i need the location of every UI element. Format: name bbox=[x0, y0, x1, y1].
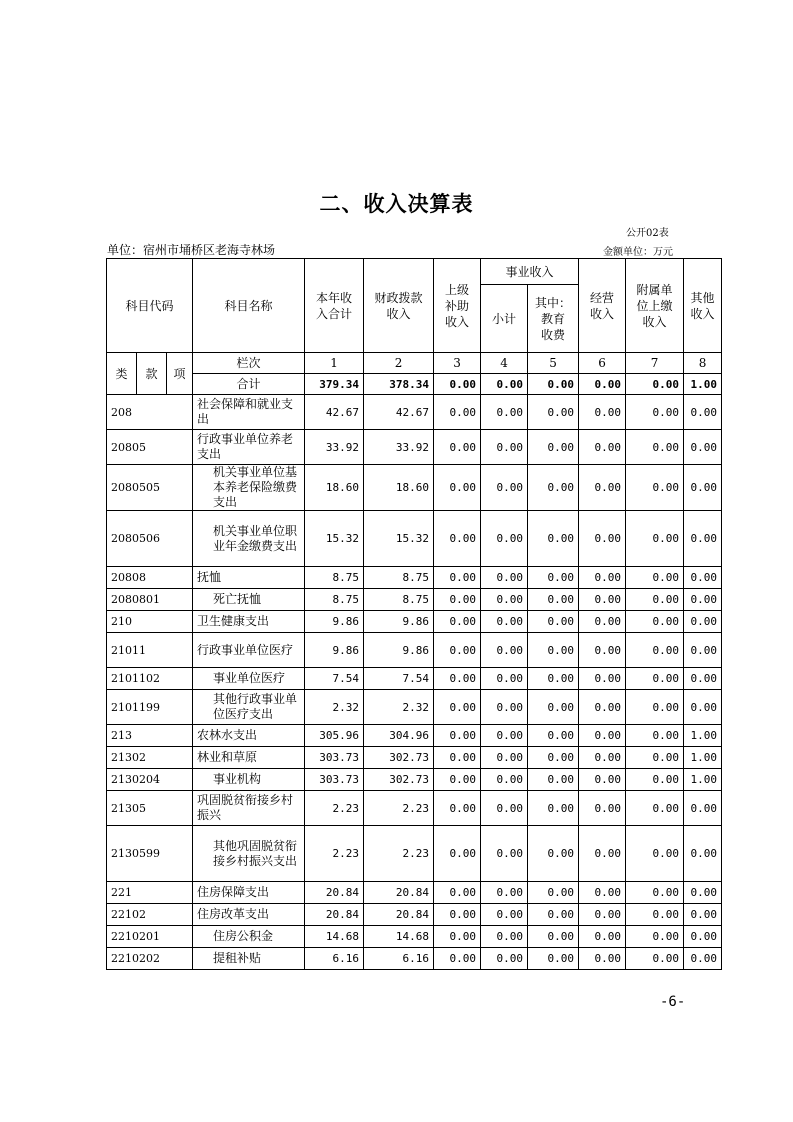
row-value: 33.92 bbox=[305, 430, 364, 465]
row-value: 9.86 bbox=[305, 611, 364, 633]
row-value: 0.00 bbox=[528, 567, 579, 589]
table-row bbox=[107, 769, 722, 791]
row-value: 0.00 bbox=[528, 725, 579, 747]
table-row bbox=[107, 465, 722, 511]
row-value: 20.84 bbox=[364, 882, 434, 904]
row-value: 18.60 bbox=[364, 465, 434, 511]
row-value: 0.00 bbox=[684, 926, 722, 948]
row-value: 0.00 bbox=[528, 430, 579, 465]
row-value: 6.16 bbox=[305, 948, 364, 970]
row-name: 卫生健康支出 bbox=[193, 611, 305, 633]
row-value: 0.00 bbox=[434, 430, 481, 465]
row-value: 0.00 bbox=[684, 948, 722, 970]
header-lanci: 栏次 bbox=[193, 353, 305, 374]
row-name: 住房改革支出 bbox=[193, 904, 305, 926]
row-code: 2080801 bbox=[107, 589, 193, 611]
row-value: 0.00 bbox=[626, 567, 684, 589]
row-value: 0.00 bbox=[434, 882, 481, 904]
row-value: 0.00 bbox=[579, 747, 626, 769]
row-value: 305.96 bbox=[305, 725, 364, 747]
row-name: 农林水支出 bbox=[193, 725, 305, 747]
row-value: 0.00 bbox=[434, 611, 481, 633]
row-value: 0.00 bbox=[434, 747, 481, 769]
header-lei: 类 bbox=[107, 353, 137, 395]
row-value: 0.00 bbox=[684, 633, 722, 668]
row-value: 0.00 bbox=[434, 690, 481, 725]
header-business-group: 事业收入 bbox=[481, 259, 579, 285]
total-value: 0.00 bbox=[528, 374, 579, 395]
col-num: 7 bbox=[626, 353, 684, 374]
row-value: 0.00 bbox=[579, 465, 626, 511]
table-row bbox=[107, 589, 722, 611]
row-value: 2.23 bbox=[364, 791, 434, 826]
row-value: 8.75 bbox=[364, 567, 434, 589]
row-value: 0.00 bbox=[579, 725, 626, 747]
row-value: 0.00 bbox=[626, 725, 684, 747]
row-value: 0.00 bbox=[481, 791, 528, 826]
table-row bbox=[107, 725, 722, 747]
row-value: 0.00 bbox=[626, 430, 684, 465]
row-value: 0.00 bbox=[626, 690, 684, 725]
document-title: 二、收入决算表 bbox=[319, 192, 474, 216]
row-value: 0.00 bbox=[528, 633, 579, 668]
row-value: 0.00 bbox=[481, 948, 528, 970]
row-value: 0.00 bbox=[626, 511, 684, 567]
row-value: 0.00 bbox=[626, 633, 684, 668]
row-value: 0.00 bbox=[626, 465, 684, 511]
row-value: 0.00 bbox=[528, 668, 579, 690]
row-code: 2101102 bbox=[107, 668, 193, 690]
row-value: 2.23 bbox=[305, 791, 364, 826]
row-value: 0.00 bbox=[481, 725, 528, 747]
row-value: 0.00 bbox=[528, 511, 579, 567]
row-value: 20.84 bbox=[305, 882, 364, 904]
row-value: 0.00 bbox=[684, 791, 722, 826]
row-code: 221 bbox=[107, 882, 193, 904]
row-value: 0.00 bbox=[434, 948, 481, 970]
row-code: 2210202 bbox=[107, 948, 193, 970]
row-value: 0.00 bbox=[434, 395, 481, 430]
row-code: 210 bbox=[107, 611, 193, 633]
row-value: 0.00 bbox=[481, 926, 528, 948]
row-value: 0.00 bbox=[481, 611, 528, 633]
row-value: 0.00 bbox=[684, 430, 722, 465]
row-value: 0.00 bbox=[528, 882, 579, 904]
row-value: 0.00 bbox=[528, 769, 579, 791]
col-num: 6 bbox=[579, 353, 626, 374]
row-name: 住房保障支出 bbox=[193, 882, 305, 904]
row-code: 2080506 bbox=[107, 511, 193, 567]
total-value: 378.34 bbox=[364, 374, 434, 395]
total-label: 合计 bbox=[193, 374, 305, 395]
table-row bbox=[107, 511, 722, 567]
row-value: 0.00 bbox=[579, 668, 626, 690]
col-num: 3 bbox=[434, 353, 481, 374]
row-value: 0.00 bbox=[528, 904, 579, 926]
table-row bbox=[107, 904, 722, 926]
money-unit-label: 金额单位：万元 bbox=[603, 247, 673, 258]
table-row bbox=[107, 690, 722, 725]
row-value: 0.00 bbox=[434, 465, 481, 511]
table-row bbox=[107, 948, 722, 970]
row-value: 0.00 bbox=[684, 395, 722, 430]
row-value: 0.00 bbox=[579, 791, 626, 826]
row-value: 6.16 bbox=[364, 948, 434, 970]
row-code: 21305 bbox=[107, 791, 193, 826]
row-code: 22102 bbox=[107, 904, 193, 926]
row-value: 0.00 bbox=[434, 511, 481, 567]
row-value: 9.86 bbox=[305, 633, 364, 668]
row-code: 208 bbox=[107, 395, 193, 430]
row-value: 1.00 bbox=[684, 725, 722, 747]
row-name: 机关事业单位职业年金缴费支出 bbox=[193, 511, 305, 567]
row-value: 0.00 bbox=[481, 430, 528, 465]
row-value: 15.32 bbox=[305, 511, 364, 567]
row-code: 2101199 bbox=[107, 690, 193, 725]
row-value: 1.00 bbox=[684, 769, 722, 791]
row-value: 0.00 bbox=[528, 747, 579, 769]
row-value: 7.54 bbox=[364, 668, 434, 690]
row-value: 0.00 bbox=[579, 826, 626, 882]
table-row bbox=[107, 926, 722, 948]
total-value: 0.00 bbox=[579, 374, 626, 395]
row-value: 303.73 bbox=[305, 747, 364, 769]
row-value: 0.00 bbox=[434, 791, 481, 826]
row-value: 8.75 bbox=[305, 567, 364, 589]
row-value: 0.00 bbox=[481, 690, 528, 725]
row-value: 0.00 bbox=[481, 668, 528, 690]
row-value: 8.75 bbox=[305, 589, 364, 611]
row-value: 0.00 bbox=[528, 611, 579, 633]
row-value: 15.32 bbox=[364, 511, 434, 567]
row-value: 0.00 bbox=[481, 589, 528, 611]
total-value: 1.00 bbox=[684, 374, 722, 395]
row-value: 0.00 bbox=[684, 589, 722, 611]
row-name: 事业机构 bbox=[193, 769, 305, 791]
row-name: 巩固脱贫衔接乡村振兴 bbox=[193, 791, 305, 826]
row-value: 0.00 bbox=[626, 926, 684, 948]
row-value: 304.96 bbox=[364, 725, 434, 747]
row-value: 2.23 bbox=[364, 826, 434, 882]
header-superior: 上级 补助 收入 bbox=[434, 259, 481, 353]
row-value: 0.00 bbox=[434, 904, 481, 926]
row-value: 0.00 bbox=[434, 826, 481, 882]
row-value: 14.68 bbox=[364, 926, 434, 948]
row-code: 20808 bbox=[107, 567, 193, 589]
row-value: 0.00 bbox=[528, 948, 579, 970]
row-value: 0.00 bbox=[434, 567, 481, 589]
row-name: 提租补贴 bbox=[193, 948, 305, 970]
row-value: 2.32 bbox=[364, 690, 434, 725]
row-name: 事业单位医疗 bbox=[193, 668, 305, 690]
row-value: 0.00 bbox=[579, 882, 626, 904]
row-code: 2130204 bbox=[107, 769, 193, 791]
row-value: 0.00 bbox=[481, 395, 528, 430]
col-num: 2 bbox=[364, 353, 434, 374]
row-name: 其他行政事业单位医疗支出 bbox=[193, 690, 305, 725]
total-value: 0.00 bbox=[434, 374, 481, 395]
row-name: 抚恤 bbox=[193, 567, 305, 589]
row-value: 0.00 bbox=[579, 511, 626, 567]
table-row bbox=[107, 567, 722, 589]
row-value: 0.00 bbox=[579, 633, 626, 668]
row-name: 其他巩固脱贫衔接乡村振兴支出 bbox=[193, 826, 305, 882]
row-value: 0.00 bbox=[434, 633, 481, 668]
row-value: 0.00 bbox=[579, 589, 626, 611]
row-value: 0.00 bbox=[481, 747, 528, 769]
row-value: 9.86 bbox=[364, 611, 434, 633]
row-name: 机关事业单位基本养老保险缴费支出 bbox=[193, 465, 305, 511]
row-value: 0.00 bbox=[626, 948, 684, 970]
col-num: 5 bbox=[528, 353, 579, 374]
row-value: 20.84 bbox=[364, 904, 434, 926]
row-value: 0.00 bbox=[626, 791, 684, 826]
row-value: 0.00 bbox=[684, 511, 722, 567]
header-subtotal: 小计 bbox=[481, 285, 528, 353]
table-row bbox=[107, 611, 722, 633]
row-value: 8.75 bbox=[364, 589, 434, 611]
row-value: 0.00 bbox=[579, 904, 626, 926]
row-value: 0.00 bbox=[579, 611, 626, 633]
row-value: 0.00 bbox=[481, 567, 528, 589]
row-value: 0.00 bbox=[528, 926, 579, 948]
header-fiscal: 财政拨款 收入 bbox=[364, 259, 434, 353]
row-value: 14.68 bbox=[305, 926, 364, 948]
row-value: 0.00 bbox=[481, 633, 528, 668]
row-name: 行政事业单位医疗 bbox=[193, 633, 305, 668]
header-xiang: 项 bbox=[167, 353, 193, 395]
table-row bbox=[107, 791, 722, 826]
row-value: 0.00 bbox=[528, 465, 579, 511]
row-value: 42.67 bbox=[305, 395, 364, 430]
page-number: -6- bbox=[660, 994, 686, 1010]
row-value: 0.00 bbox=[481, 826, 528, 882]
row-value: 302.73 bbox=[364, 769, 434, 791]
row-value: 0.00 bbox=[626, 668, 684, 690]
row-code: 20805 bbox=[107, 430, 193, 465]
table-row bbox=[107, 633, 722, 668]
row-value: 0.00 bbox=[626, 747, 684, 769]
row-value: 20.84 bbox=[305, 904, 364, 926]
row-value: 0.00 bbox=[579, 926, 626, 948]
row-code: 2130599 bbox=[107, 826, 193, 882]
header-name: 科目名称 bbox=[193, 259, 305, 353]
row-value: 0.00 bbox=[626, 826, 684, 882]
row-value: 42.67 bbox=[364, 395, 434, 430]
row-value: 0.00 bbox=[579, 769, 626, 791]
row-value: 0.00 bbox=[684, 465, 722, 511]
header-other: 其他 收入 bbox=[684, 259, 722, 353]
row-value: 2.32 bbox=[305, 690, 364, 725]
row-value: 0.00 bbox=[528, 589, 579, 611]
row-value: 0.00 bbox=[684, 567, 722, 589]
row-value: 0.00 bbox=[528, 395, 579, 430]
row-name: 行政事业单位养老支出 bbox=[193, 430, 305, 465]
row-value: 0.00 bbox=[684, 611, 722, 633]
row-name: 林业和草原 bbox=[193, 747, 305, 769]
total-value: 379.34 bbox=[305, 374, 364, 395]
row-value: 0.00 bbox=[684, 668, 722, 690]
header-kuan: 款 bbox=[137, 353, 167, 395]
row-value: 0.00 bbox=[626, 611, 684, 633]
row-value: 0.00 bbox=[579, 948, 626, 970]
row-value: 0.00 bbox=[528, 826, 579, 882]
unit-label: 单位：宿州市埇桥区老海寺林场 bbox=[107, 243, 276, 257]
row-value: 0.00 bbox=[684, 882, 722, 904]
header-total: 本年收 入合计 bbox=[305, 259, 364, 353]
row-value: 0.00 bbox=[434, 769, 481, 791]
row-value: 18.60 bbox=[305, 465, 364, 511]
row-value: 0.00 bbox=[626, 589, 684, 611]
row-value: 0.00 bbox=[434, 926, 481, 948]
col-num: 4 bbox=[481, 353, 528, 374]
row-value: 0.00 bbox=[481, 511, 528, 567]
row-value: 0.00 bbox=[434, 589, 481, 611]
row-value: 0.00 bbox=[481, 904, 528, 926]
row-value: 0.00 bbox=[626, 769, 684, 791]
table-row bbox=[107, 430, 722, 465]
row-code: 213 bbox=[107, 725, 193, 747]
row-value: 0.00 bbox=[626, 395, 684, 430]
row-value: 9.86 bbox=[364, 633, 434, 668]
total-value: 0.00 bbox=[626, 374, 684, 395]
row-value: 0.00 bbox=[434, 668, 481, 690]
row-name: 社会保障和就业支出 bbox=[193, 395, 305, 430]
revenue-table bbox=[106, 258, 722, 970]
row-name: 住房公积金 bbox=[193, 926, 305, 948]
header-education: 其中： 教育 收费 bbox=[528, 285, 579, 353]
row-value: 0.00 bbox=[481, 769, 528, 791]
row-code: 2080505 bbox=[107, 465, 193, 511]
row-value: 33.92 bbox=[364, 430, 434, 465]
row-value: 0.00 bbox=[684, 826, 722, 882]
row-value: 0.00 bbox=[528, 791, 579, 826]
row-value: 0.00 bbox=[684, 690, 722, 725]
row-value: 7.54 bbox=[305, 668, 364, 690]
col-num: 1 bbox=[305, 353, 364, 374]
row-name: 死亡抚恤 bbox=[193, 589, 305, 611]
row-value: 0.00 bbox=[579, 690, 626, 725]
form-number: 公开02表 bbox=[626, 228, 669, 239]
table-row bbox=[107, 882, 722, 904]
total-value: 0.00 bbox=[481, 374, 528, 395]
row-value: 2.23 bbox=[305, 826, 364, 882]
header-affiliated: 附属单 位上缴 收入 bbox=[626, 259, 684, 353]
table-row bbox=[107, 826, 722, 882]
row-value: 303.73 bbox=[305, 769, 364, 791]
row-value: 0.00 bbox=[434, 725, 481, 747]
table-row bbox=[107, 747, 722, 769]
header-operating: 经营 收入 bbox=[579, 259, 626, 353]
row-value: 0.00 bbox=[684, 904, 722, 926]
header-code: 科目代码 bbox=[107, 259, 193, 353]
row-value: 0.00 bbox=[481, 882, 528, 904]
row-code: 21302 bbox=[107, 747, 193, 769]
row-code: 2210201 bbox=[107, 926, 193, 948]
table-row bbox=[107, 668, 722, 690]
table-row bbox=[107, 395, 722, 430]
col-num: 8 bbox=[684, 353, 722, 374]
row-value: 0.00 bbox=[528, 690, 579, 725]
row-value: 0.00 bbox=[481, 465, 528, 511]
row-value: 0.00 bbox=[626, 882, 684, 904]
row-value: 0.00 bbox=[626, 904, 684, 926]
row-value: 0.00 bbox=[579, 430, 626, 465]
row-value: 0.00 bbox=[579, 395, 626, 430]
row-value: 0.00 bbox=[579, 567, 626, 589]
row-value: 1.00 bbox=[684, 747, 722, 769]
row-code: 21011 bbox=[107, 633, 193, 668]
row-value: 302.73 bbox=[364, 747, 434, 769]
